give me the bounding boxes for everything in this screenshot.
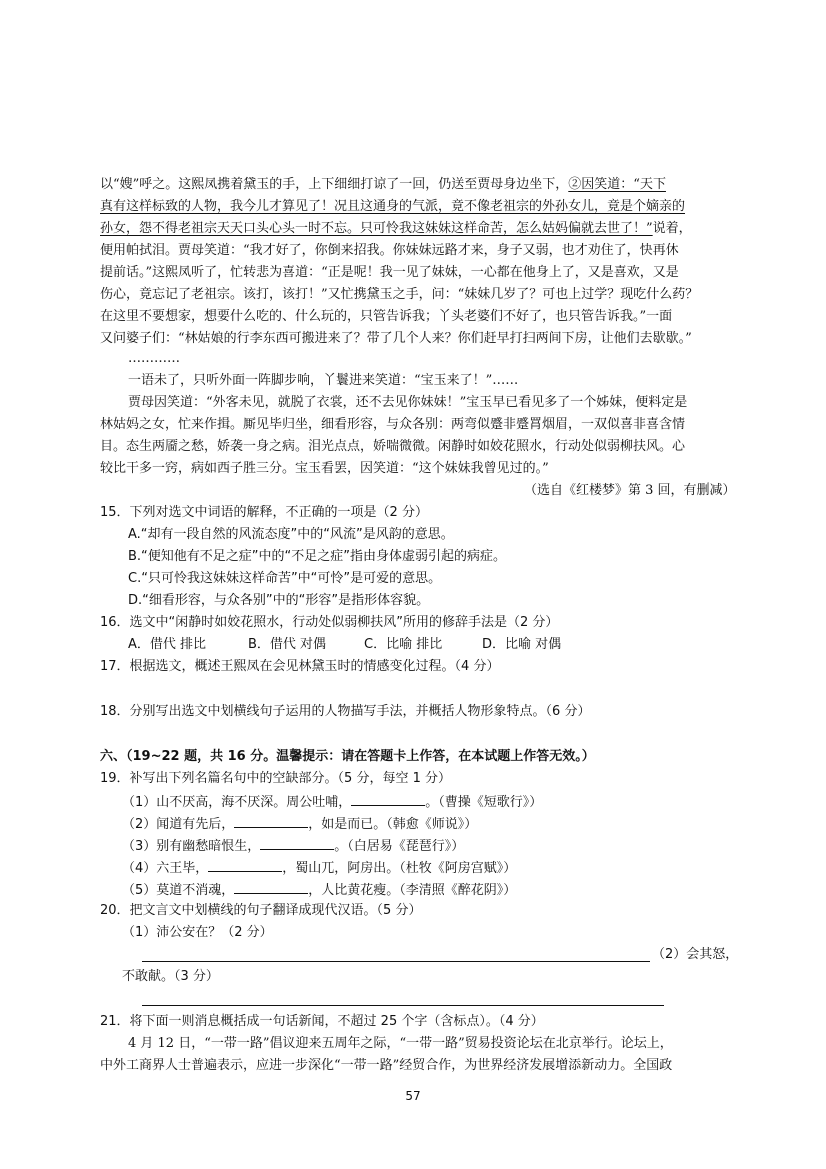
q17-stem: 17．根据选文，概述王熙凤在会见林黛玉时的情感变化过程。（4 分）	[100, 659, 500, 674]
q19-blank-4[interactable]	[208, 858, 282, 872]
q15-option-a: A.“却有一段自然的风流态度”中的“风流”是风韵的意思。	[128, 527, 454, 542]
q18-stem: 18．分别写出选文中划横线句子运用的人物描写手法，并概括人物形象特点。（6 分）	[100, 704, 591, 719]
q19-item-2-suffix: ，如是而已。（韩愈《师说》）	[308, 817, 478, 832]
q19-item-1-prefix: （1）山不厌高，海不厌深。周公吐哺，	[122, 795, 352, 810]
q19-item-2	[122, 814, 477, 834]
passage-line-1-text: 以“嫂”呼之。这熙凤携着黛玉的手，上下细细打谅了一回，仍送至贾母身边坐下，	[100, 177, 569, 192]
q16-stem: 16．选文中“闲静时如姣花照水，行动处似弱柳扶风”所用的修辞手法是（2 分）	[100, 615, 559, 630]
q19-item-4-suffix: ，蜀山兀，阿房出。（杜牧《阿房宫赋》）	[282, 861, 517, 876]
q15-option-c: C.“只可怜我这妹妹这样命苦”中“可怜”是可爱的意思。	[128, 571, 442, 586]
q16-option-a: A．借代 排比	[128, 637, 207, 652]
passage-line-6: 伤心，竟忘记了老祖宗。该打，该打！”又忙携黛玉之手，问：“妹妹几岁了？可也上过学？现吃什么药？	[100, 287, 699, 302]
q19-item-4-prefix: （4）六王毕，	[122, 861, 209, 876]
q19-item-5	[122, 880, 516, 900]
q19-item-3	[122, 836, 464, 856]
q15-option-b: B.“便知他有不足之症”中的“不足之症”指由身体虚弱引起的病症。	[128, 549, 506, 564]
passage-line-12: 林姑妈之女，忙来作揖。厮见毕归坐，细看形容，与众各别：两弯似蹙非蹙罥烟眉，一双似喜非喜含情	[100, 417, 686, 432]
underlined-sentence-start: ②因笑道：“天下	[568, 177, 666, 192]
q20-sentence-1: （1）沛公安在？（2 分）	[122, 925, 273, 940]
q19-item-5-prefix: （5）莫道不消魂，	[122, 883, 235, 898]
passage-line-1	[100, 176, 666, 194]
passage-line-5: 提前话。”这熙凤听了，忙转悲为喜道：“正是呢！我一见了妹妹，一心都在他身上了，又是喜欢，又是	[100, 265, 679, 280]
passage-line-3-tail: 说着，	[652, 221, 692, 236]
q19-item-3-suffix: 。（白居易《琵琶行》）	[334, 839, 465, 854]
q19-blank-5[interactable]	[234, 880, 308, 894]
page-number: 57	[405, 1089, 421, 1103]
q19-item-1-suffix: 。（曹操《短歌行》）	[425, 795, 543, 810]
q16-option-c: C．比喻 排比	[364, 637, 443, 652]
q21-news-line-2: 中外工商界人士普遍表示，应进一步深化“一带一路”经贸合作，为世界经济发展增添新动力。全国政	[100, 1058, 673, 1073]
passage-ellipsis: …………	[128, 351, 180, 366]
q20-sentence-2-cont: 不敢献。（3 分）	[122, 969, 219, 984]
q16-option-b: B．借代 对偶	[248, 637, 327, 652]
q20-answer-line-1[interactable]	[142, 961, 650, 962]
section-6-title: 六、（19~22 题，共 16 分。温馨提示：请在答题卡上作答，在本试题上作答无效。）	[100, 749, 595, 764]
q20-answer-line-2[interactable]	[142, 1005, 664, 1006]
q19-stem: 19．补写出下列名篇名句中的空缺部分。（5 分，每空 1 分）	[100, 771, 451, 786]
passage-source: （选自《红楼梦》第 3 回，有删减）	[524, 483, 736, 498]
passage-line-11: 贾母因笑道：“外客未见，就脱了衣裳，还不去见你妹妹！”宝玉早已看见多了一个姊妹，便料定是	[128, 395, 688, 410]
q19-item-4	[122, 858, 516, 878]
q19-blank-3[interactable]	[260, 836, 334, 850]
passage-line-3	[100, 220, 692, 238]
underlined-sentence-end: 孙女，怨不得老祖宗天天口头心头一时不忘。只可怜我这妹妹这样命苦，怎么姑妈偏就去世了！”	[100, 221, 653, 236]
q19-item-1	[122, 792, 542, 812]
passage-line-8: 又问婆子们：“林姑娘的行李东西可搬进来了？带了几个人来？你们赶早打扫两间下房，让他们去歇歇。”	[100, 331, 692, 346]
q21-stem: 21．将下面一则消息概括成一句话新闻，不超过 25 个字（含标点）。（4 分）	[100, 1014, 544, 1029]
q15-option-d: D.“细看形容，与众各别”中的“形容”是指形体容貌。	[128, 593, 430, 608]
q19-blank-1[interactable]	[351, 792, 425, 806]
passage-line-4: 便用帕拭泪。贾母笑道：“我才好了，你倒来招我。你妹妹远路才来，身子又弱，也才劝住了，快再休	[100, 243, 679, 258]
q20-stem: 20．把文言文中划横线的句子翻译成现代汉语。（5 分）	[100, 903, 422, 918]
q15-stem: 15．下列对选文中词语的解释，不正确的一项是（2 分）	[100, 505, 428, 520]
q19-item-3-prefix: （3）别有幽愁暗恨生，	[122, 839, 261, 854]
passage-line-14: 较比干多一窍，病如西子胜三分。宝玉看罢，因笑道：“这个妹妹我曾见过的。”	[100, 461, 549, 476]
q19-blank-2[interactable]	[234, 814, 308, 828]
q20-sentence-2: （2）会其怒，	[652, 947, 739, 962]
q16-option-d: D．比喻 对偶	[482, 637, 562, 652]
passage-line-7: 在这里不要想家，想要什么吃的、什么玩的，只管告诉我；丫头老婆们不好了，也只管告诉我。”一面	[100, 309, 673, 324]
q19-item-5-suffix: ，人比黄花瘦。（李清照《醉花阴》）	[308, 883, 517, 898]
q19-item-2-prefix: （2）闻道有先后，	[122, 817, 235, 832]
passage-line-10: 一语未了，只听外面一阵脚步响，丫鬟进来笑道：“宝玉来了！”……	[128, 373, 519, 388]
underlined-sentence-line-2: 真有这样标致的人物，我今儿才算见了！况且这通身的气派，竟不像老祖宗的外孙女儿，竟是个嫡亲的	[100, 199, 686, 214]
passage-line-13: 目。态生两靥之愁，娇袭一身之病。泪光点点，娇喘微微。闲静时如姣花照水，行动处似弱柳扶风。心	[100, 439, 686, 454]
q21-news-line-1: 4 月 12 日，“一带一路”倡议迎来五周年之际，“一带一路”贸易投资论坛在北京举行。论坛上，	[128, 1036, 673, 1051]
